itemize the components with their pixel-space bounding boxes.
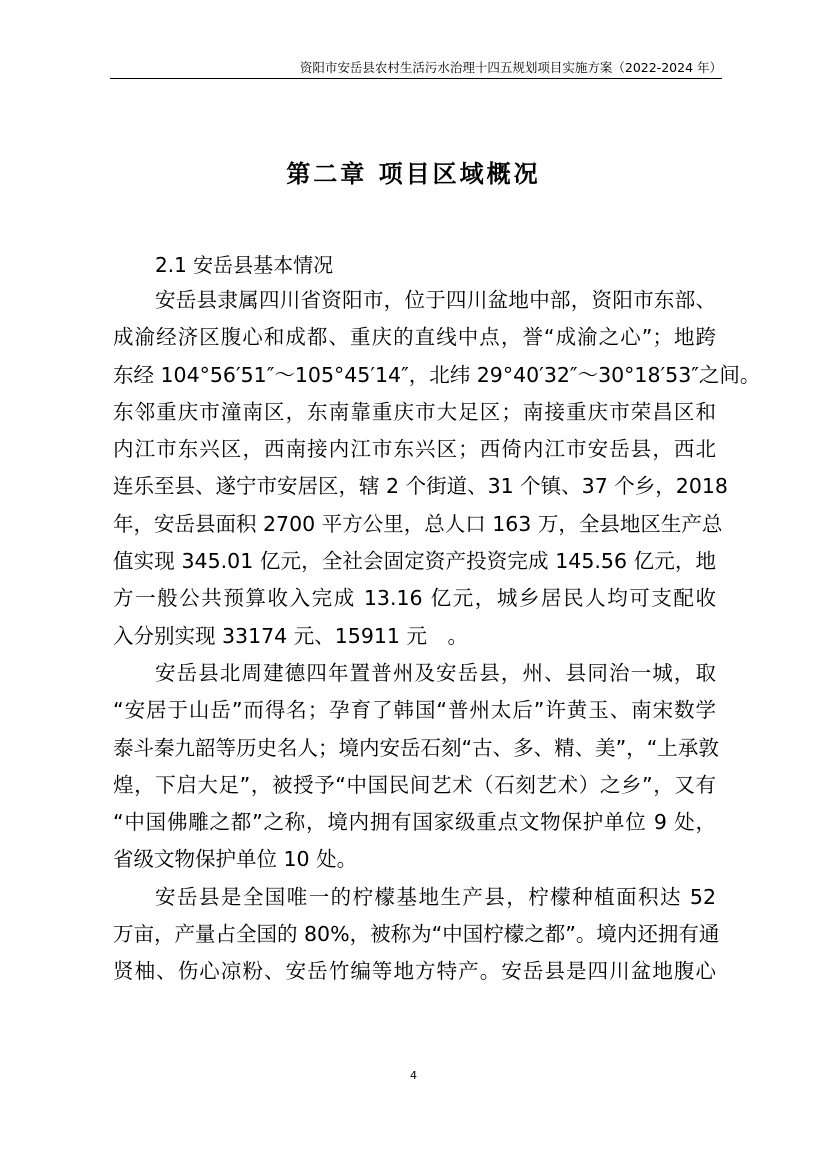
paragraph	[113, 879, 720, 991]
text-line: “中国佛雕之都”之称，境内拥有国家级重点文物保护单位 9 处，	[113, 810, 716, 835]
body-text	[113, 282, 761, 991]
header-divider	[110, 78, 722, 79]
text-line: 安岳县是全国唯一的柠檬基地生产县，柠檬种植面积达 52	[155, 884, 716, 909]
running-header: 资阳市安岳县农村生活污水治理十四五规划项目实施方案（2022-2024 年）	[299, 60, 722, 75]
text-line: 煌，下启大足”，被授予“中国民间艺术（石刻艺术）之乡”，又有	[113, 772, 716, 797]
section-heading: 2.1 安岳县基本情况	[155, 253, 334, 277]
text-line: 东邻重庆市潼南区，东南靠重庆市大足区；南接重庆市荣昌区和	[113, 399, 716, 424]
text-line: 安岳县隶属四川省资阳市，位于四川盆地中部，资阳市东部、	[155, 288, 716, 312]
text-line: “安居于山岳”而得名；孕育了韩国“普州太后”许黄玉、南宋数学	[113, 698, 716, 723]
text-line: 年，安岳县面积 2700 平方公里，总人口 163 万，全县地区生产总	[113, 511, 723, 536]
page-number: 4	[410, 1069, 417, 1082]
text-line: 贤柚、伤心凉粉、安岳竹编等地方特产。安岳县是四川盆地腹心	[113, 959, 716, 984]
text-line: 值实现 345.01 亿元，全社会固定资产投资完成 145.56 亿元，地	[113, 549, 716, 574]
text-line: 方一般公共预算收入完成 13.16 亿元，城乡居民人均可支配收	[113, 586, 716, 611]
text-line: 安岳县北周建德四年置普州及安岳县，州、县同治一城，取	[155, 660, 716, 685]
text-line: 连乐至县、遂宁市安居区，辖 2 个街道、31 个镇、37 个乡，2018	[113, 474, 728, 499]
paragraph	[113, 655, 719, 879]
text-line: 东经 104°56′51″～105°45′14″，北纬 29°40′32″～30°18′53″之间。	[113, 362, 761, 387]
text-line: 内江市东兴区，西南接内江市东兴区；西倚内江市安岳县，西北	[113, 437, 716, 462]
paragraph	[113, 282, 761, 655]
text-line: 入分别实现 33174 元、15911 元 。	[113, 623, 468, 648]
text-line: 成渝经济区腹心和成都、重庆的直线中点，誉“成渝之心”；地跨	[113, 325, 716, 350]
text-line: 泰斗秦九韶等历史名人；境内安岳石刻“古、多、精、美”，“上承敦	[113, 735, 719, 760]
text-line: 万亩，产量占全国的 80%，被称为“中国柠檬之都”。境内还拥有通	[113, 922, 720, 947]
text-line: 省级文物保护单位 10 处。	[113, 847, 358, 872]
chapter-title: 第二章 项目区域概况	[286, 160, 541, 188]
